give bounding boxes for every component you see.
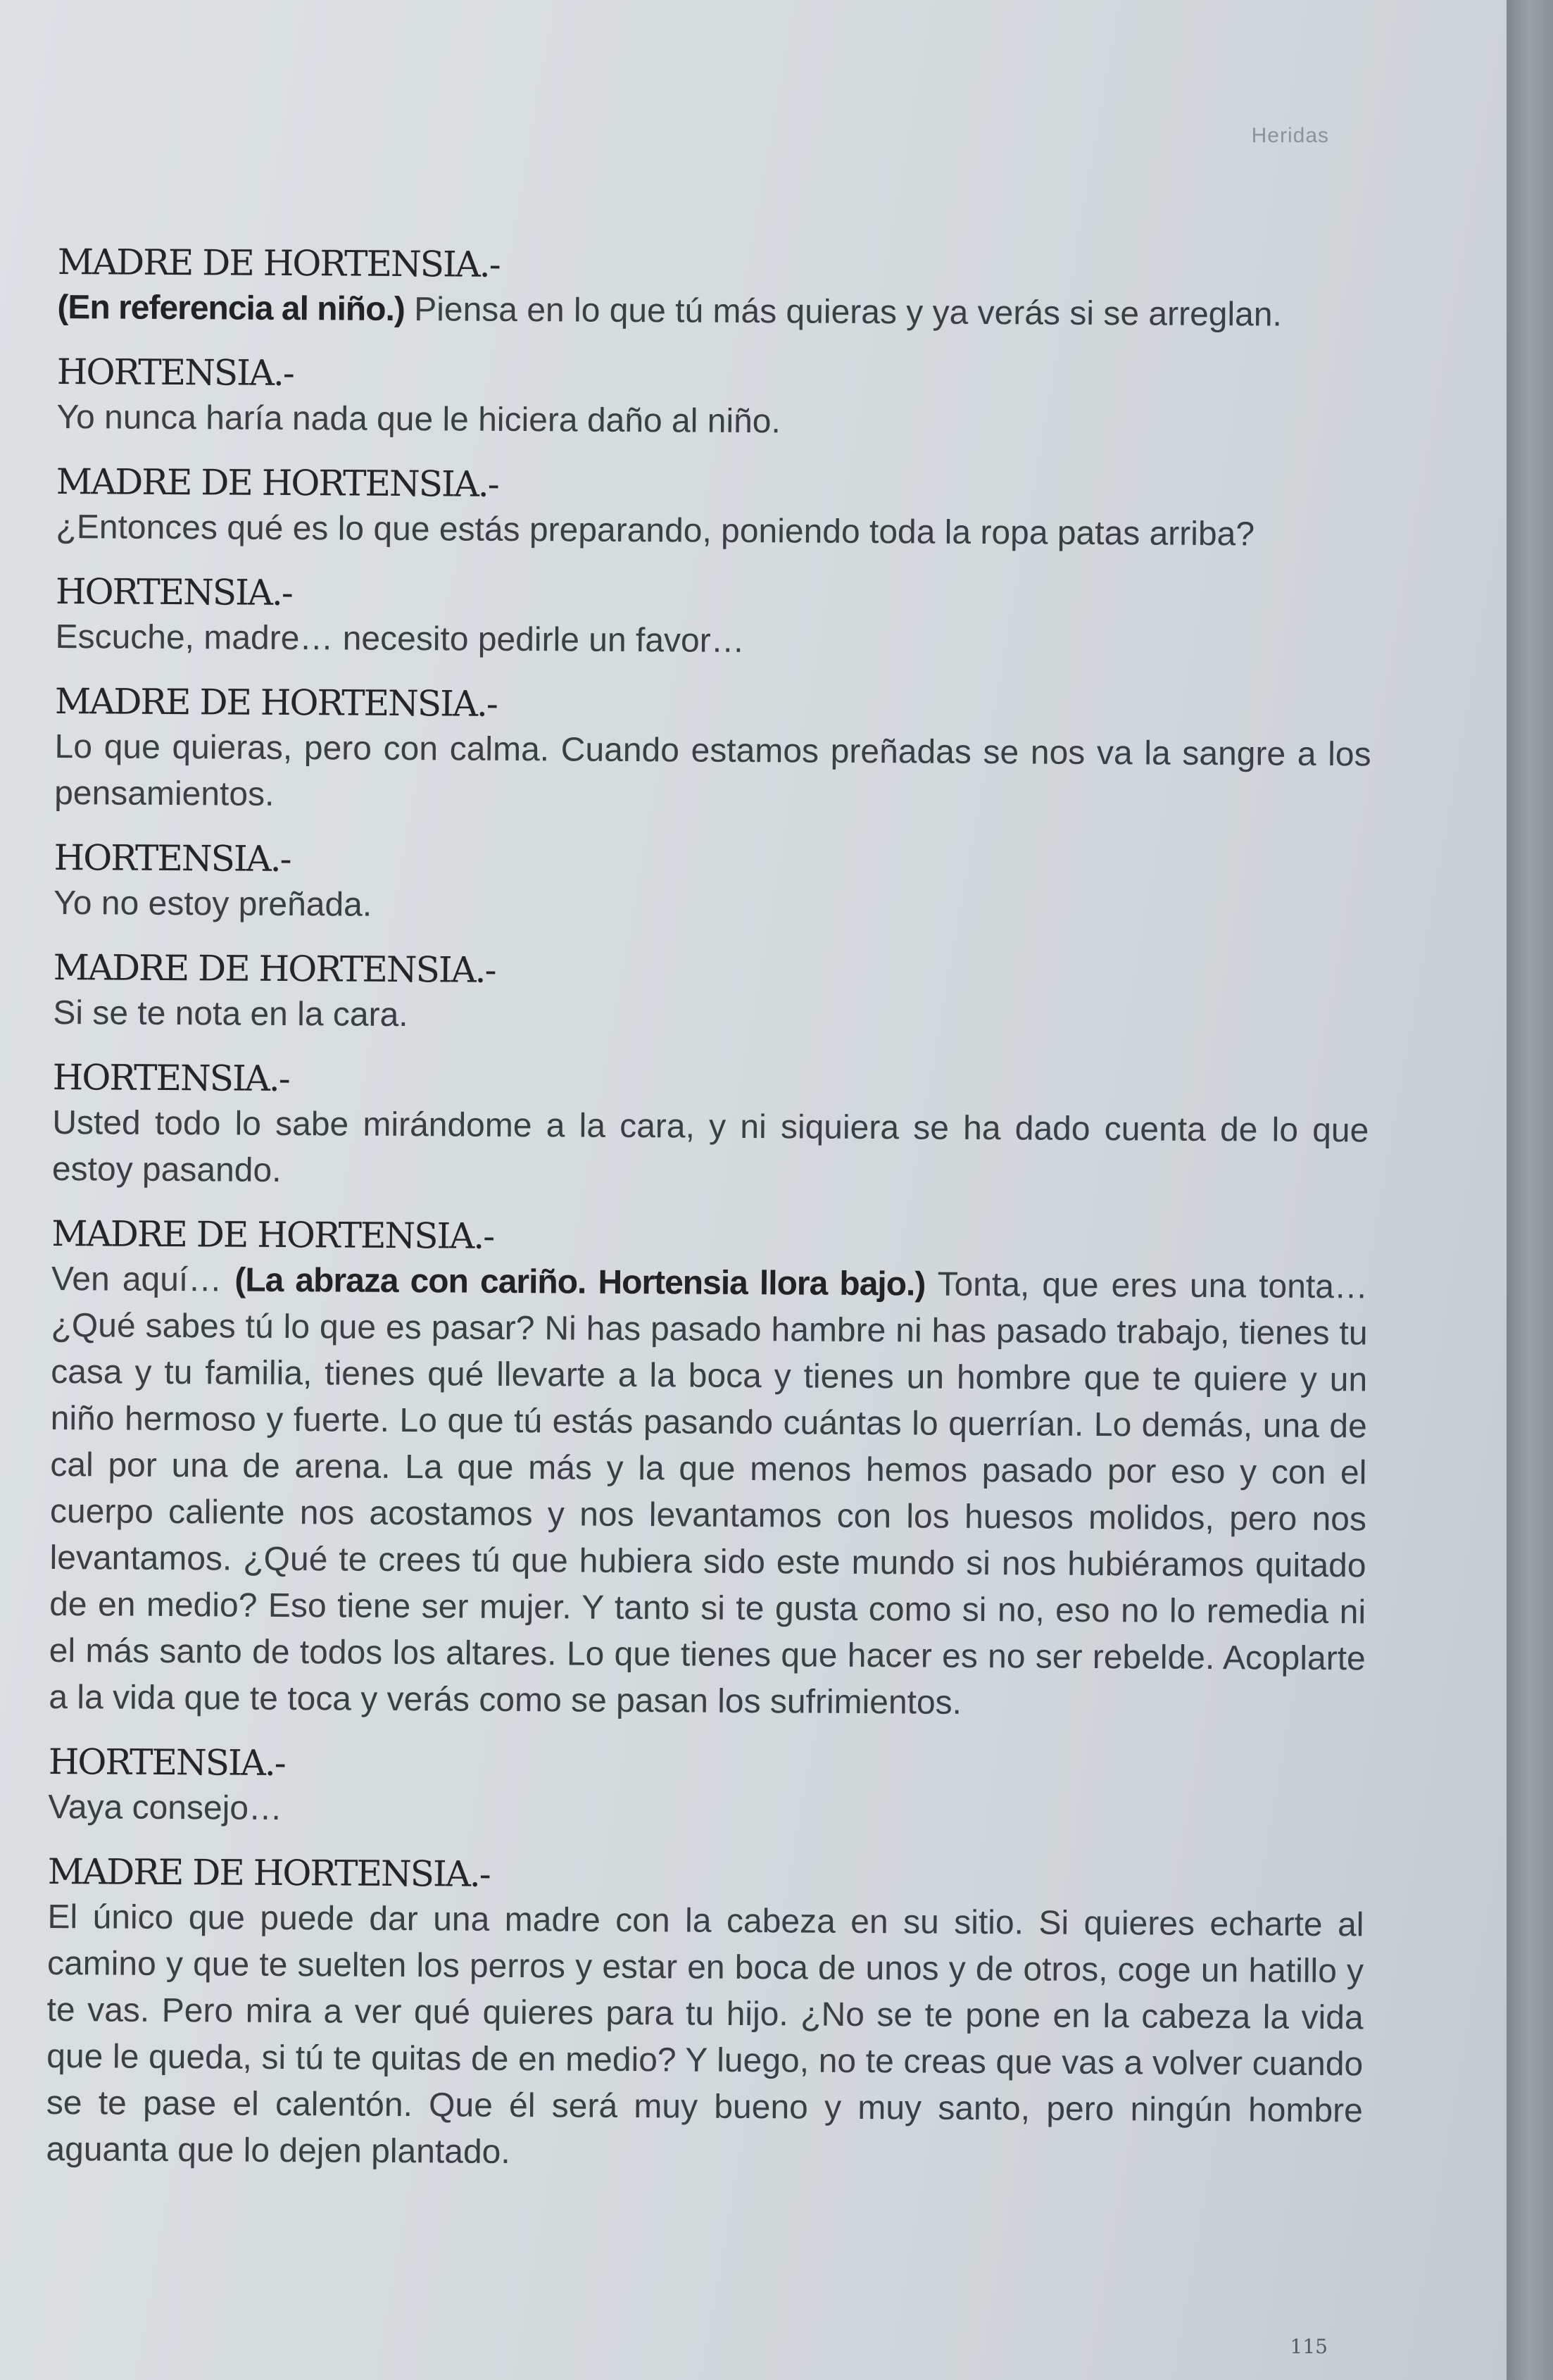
speaker-name: HORTENSIA.- — [52, 1056, 289, 1100]
speaker-name: MADRE DE HORTENSIA.- — [53, 946, 496, 991]
speaker-name: MADRE DE HORTENSIA.- — [51, 1213, 494, 1257]
dialogue-text: ¿Entonces qué es lo que estás preparando, poniendo toda la ropa patas arriba? — [56, 508, 1255, 553]
speaker-name: HORTENSIA.- — [56, 351, 294, 394]
stage-direction: (En referencia al niño.) — [57, 288, 405, 329]
speaker-name: MADRE DE HORTENSIA.- — [54, 680, 497, 725]
dialogue-text: Piensa en lo que tú más quieras y ya verás si se arreglan. — [404, 291, 1282, 334]
dialogue-line — [56, 394, 1373, 449]
speaker-name: MADRE DE HORTENSIA.- — [47, 1850, 490, 1895]
dialogue-block — [55, 569, 1372, 668]
speaker-name: HORTENSIA.- — [48, 1741, 285, 1784]
dialogue-line — [54, 880, 1370, 934]
dialogue-block — [46, 1849, 1364, 2181]
play-script-text — [46, 239, 1374, 2199]
dialogue-line — [46, 1894, 1364, 2181]
dialogue-block — [52, 1055, 1369, 1201]
page-edge-shadow — [1507, 0, 1553, 2380]
dialogue-line — [48, 1784, 1364, 1839]
running-header: Heridas — [1251, 124, 1329, 147]
dialogue-line — [55, 614, 1371, 668]
dialogue-block — [54, 835, 1371, 934]
dialogue-line — [54, 724, 1371, 825]
dialogue-text: Yo nunca haría nada que le hiciera daño al niño. — [56, 398, 781, 441]
dialogue-block — [49, 1211, 1368, 1729]
dialogue-text: Tonta, que eres una tonta… ¿Qué sabes tú lo que es pasar? Ni has pasado hambre ni has pasado trabajo, tienes tu casa y tu familia, tienes qué llevarte a la boca y tienes un hombre que te quiere y un niño hermoso y fuerte. Lo que tú estás pasando cuántas lo querrían. Lo demás, una de cal por una de arena. La que más y la que menos hemos pasado por eso y con el cuerpo caliente nos acostamos y nos levantamos con los huesos molidos, pero nos levantamos. ¿Qué te crees tú que hubiera sido este mundo si nos hubiéramos quitado de en medio? Eso tiene ser mujer. Y tanto si te gusta como si no, eso no lo remedia ni el más santo de todos los altares. Lo que tienes que hacer es no ser rebelde. Acoplarte a la vida que te toca y verás como se pasan los sufrimientos. — [49, 1265, 1369, 1722]
dialogue-text: Si se te nota en la cara. — [53, 994, 408, 1034]
dialogue-block — [53, 945, 1370, 1044]
speaker-name: MADRE DE HORTENSIA.- — [57, 241, 500, 285]
dialogue-text: Vaya consejo… — [48, 1788, 283, 1827]
dialogue-line — [57, 284, 1373, 339]
dialogue-line — [49, 1256, 1368, 1729]
dialogue-block — [54, 679, 1371, 825]
dialogue-block — [56, 349, 1373, 449]
dialogue-line — [52, 1100, 1369, 1201]
speaker-name: HORTENSIA.- — [54, 837, 291, 880]
speaker-name: HORTENSIA.- — [55, 570, 292, 614]
dialogue-text: El único que puede dar una madre con la cabeza en su sitio. Si quieres echarte al camino y que te suelten los perros y estar en boca de unos y de otros, coge un hatillo y te vas. Pero mira a ver qué quieres para tu hijo. ¿No se te pone en la cabeza la vida que le queda, si tú te quitas de en medio? Y luego, no te creas que vas a volver cuando se te pase el calentón. Que él será muy bueno y muy santo, pero ningún hombre aguanta que lo dejen plantado. — [46, 1898, 1364, 2171]
dialogue-text: Ven aquí… — [51, 1260, 235, 1299]
dialogue-line — [56, 504, 1372, 558]
dialogue-block — [57, 239, 1374, 339]
dialogue-text: Lo que quieras, pero con calma. Cuando estamos preñadas se nos va la sangre a los pensamientos. — [54, 727, 1371, 813]
dialogue-line — [53, 990, 1369, 1044]
dialogue-text: Yo no estoy preñada. — [54, 884, 372, 924]
speaker-name: MADRE DE HORTENSIA.- — [56, 461, 498, 505]
dialogue-text: Escuche, madre… necesito pedirle un favor… — [55, 618, 745, 660]
dialogue-block — [56, 459, 1373, 558]
page-number: 115 — [1290, 2335, 1328, 2358]
dialogue-text: Usted todo lo sabe mirándome a la cara, y ni siquiera se ha dado cuenta de lo que estoy pasando. — [51, 1103, 1369, 1189]
dialogue-block — [48, 1739, 1365, 1839]
stage-direction: (La abraza con cariño. Hortensia llora bajo.) — [234, 1261, 926, 1303]
